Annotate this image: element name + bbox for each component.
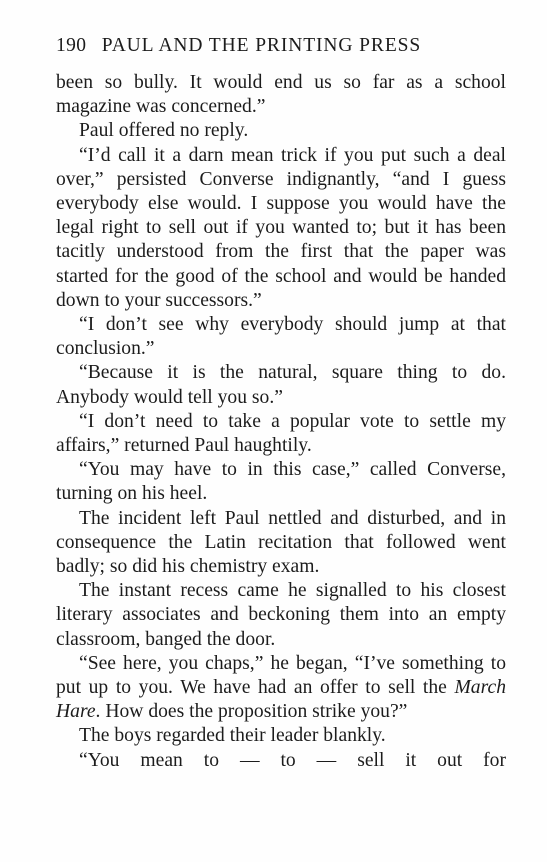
paragraph: “I don’t need to take a popular vote to settle my affairs,” returned Paul haughtily. <box>56 410 506 457</box>
paragraph: The instant recess came he signalled to his closest literary associates and beckoning them into an empty classroom, banged the door. <box>56 580 506 650</box>
paragraph: “I don’t see why everybody should jump at that conclusion.” <box>56 314 506 360</box>
paragraph: Paul offered no reply. <box>79 120 249 142</box>
page-number: 190 <box>56 35 87 56</box>
running-title: PAUL AND THE PRINTING PRESS <box>101 35 422 56</box>
paragraph <box>56 652 506 725</box>
magazine-title: March Hare <box>56 677 506 723</box>
running-header <box>56 35 506 61</box>
paragraph-continues: “You mean to — to — sell it out for <box>79 749 506 771</box>
paragraph: “I’d call it a darn mean trick if you put such a deal over,” persisted Converse indignantly, “and I guess everybody else would. I suppose you would have the legal right to sell out if you wanted to; but it has been tacitly understood from the first that the paper was started for the good of the school and would be handed down to your successors.” <box>56 144 506 311</box>
page-body <box>56 71 506 773</box>
paragraph: “Because it is the natural, square thing to do. Anybody would tell you so.” <box>56 362 506 408</box>
paragraph-text: “See here, you chaps,” he began, “I’ve something to put up to you. We have had an offer to sell the <box>56 652 506 699</box>
paragraph-continued: been so bully. It would end us so far as a school magazine was concerned.” <box>56 72 506 118</box>
paragraph: “You may have to in this case,” called Converse, turning on his heel. <box>56 459 506 505</box>
paragraph-text: . How does the proposition strike you?” <box>95 701 408 723</box>
paragraph: The boys regarded their leader blankly. <box>79 725 386 747</box>
paragraph: The incident left Paul nettled and disturbed, and in consequence the Latin recitation that followed went badly; so did his chemistry exam. <box>56 507 506 578</box>
